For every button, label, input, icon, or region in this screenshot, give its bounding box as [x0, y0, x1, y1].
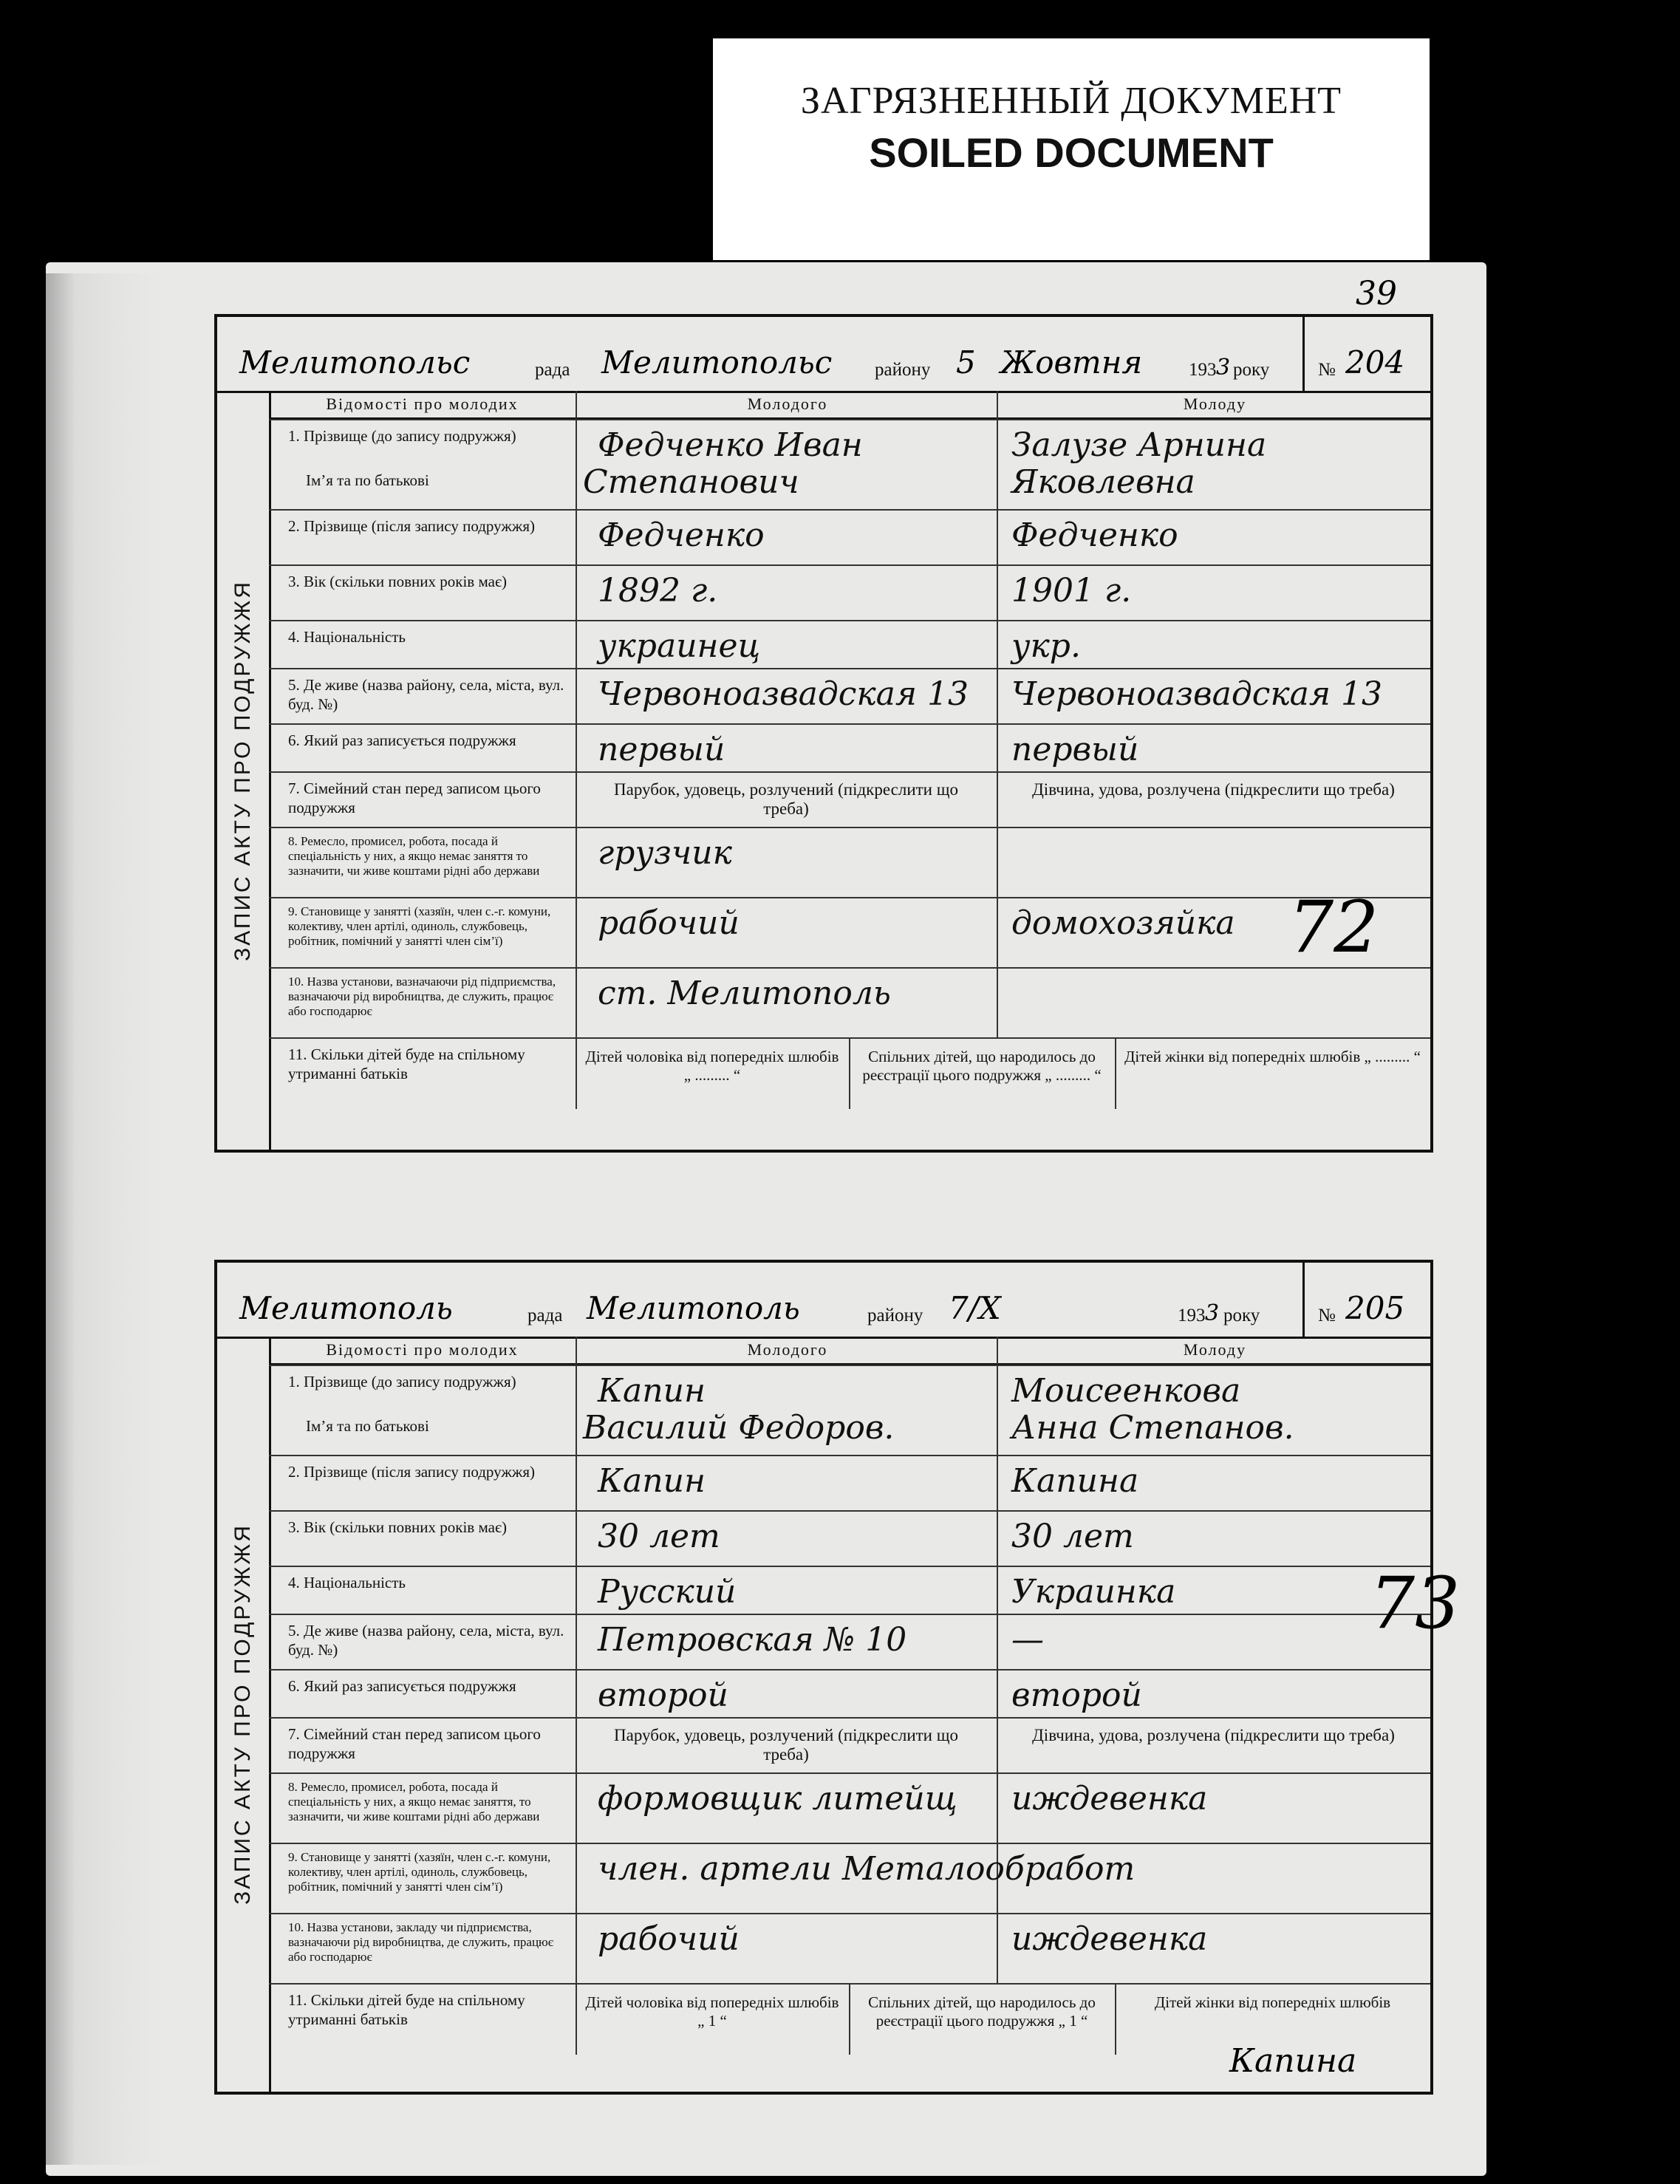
record-header	[217, 1263, 1430, 1339]
groom-value: Червоноазвадская 13	[598, 675, 969, 713]
row-label: 6. Який раз записується подружжя	[288, 1677, 516, 1695]
column-divider	[997, 511, 998, 566]
column-divider	[576, 1671, 577, 1719]
column-divider	[997, 1567, 998, 1615]
record-row	[269, 564, 1430, 621]
column-divider	[997, 1671, 998, 1719]
side-label-column	[217, 1337, 271, 2092]
bride-value: 30 лет	[1011, 1518, 1134, 1555]
record-row	[269, 967, 1430, 1039]
bride-marital-status: Дівчина, удова, розлучена (підкреслити що треба)	[1032, 780, 1395, 799]
row-label: 4. Національність	[288, 628, 406, 646]
banner-ru: ЗАГРЯЗНЕННЫЙ ДОКУМЕНТ	[800, 80, 1342, 122]
column-divider	[997, 420, 998, 511]
column-divider	[849, 1039, 850, 1109]
record-row	[269, 419, 1430, 511]
year-label: року	[1223, 1306, 1260, 1325]
row-label-secondary: Ім’я та по батькові	[306, 1417, 429, 1435]
column-divider	[576, 1039, 577, 1109]
month: Жовтня	[1000, 344, 1143, 381]
year-prefix: 193	[1189, 360, 1217, 380]
column-divider	[576, 773, 577, 828]
row-label: 6. Який раз записується подружжя	[288, 731, 516, 749]
record-row	[269, 668, 1430, 725]
row-label: 9. Становище у занятті (хазяїн, член с.-г. комуни, колективу, член артілі, одиноль, службовець, робітник, помічний у занятті член сім’ї)	[288, 1850, 551, 1894]
column-divider	[576, 1914, 577, 1985]
column-divider	[576, 1567, 577, 1615]
column-divider	[997, 969, 998, 1039]
record-row	[269, 1843, 1430, 1914]
column-divider	[997, 828, 998, 898]
children-count-cell: Спільних дітей, що народилось до реєстрації цього подружжя „ ......... “	[862, 1048, 1102, 1084]
bride-value: —	[1011, 1621, 1044, 1659]
groom-marital-status: Парубок, удовець, розлучений (підкреслити що треба)	[614, 780, 958, 818]
column-divider	[576, 1774, 577, 1844]
column-divider	[849, 1985, 850, 2055]
record-row	[269, 827, 1430, 898]
groom-value: второй	[598, 1676, 728, 1714]
groom-value: грузчик	[598, 834, 732, 872]
row-label: 11. Скільки дітей буде на спільному утриманні батьків	[288, 1045, 525, 1082]
groom-value: член. артели Металообработ	[598, 1850, 1136, 1888]
groom-value: Капин	[598, 1462, 706, 1500]
record-row	[269, 509, 1430, 566]
column-divider	[576, 1719, 577, 1774]
bride-value: 1901 г.	[1011, 572, 1132, 610]
record-row	[269, 1037, 1430, 1109]
column-divider	[997, 1366, 998, 1456]
bride-value: Федченко	[1011, 516, 1178, 554]
column-divider	[1115, 1039, 1116, 1109]
column-divider	[997, 669, 998, 725]
bride-value: Моисеенкова	[1011, 1372, 1241, 1410]
column-divider	[997, 725, 998, 773]
groom-marital-status: Парубок, удовець, розлучений (підкреслити що треба)	[614, 1726, 958, 1764]
record-header	[217, 317, 1430, 393]
column-header: Молоду	[997, 1337, 1432, 1365]
children-count-cell: Дітей чоловіка від попередніх шлюбів „ 1 “	[585, 1993, 839, 2030]
column-divider	[576, 1512, 577, 1567]
bride-marital-status: Дівчина, удова, розлучена (підкреслити що треба)	[1032, 1726, 1395, 1744]
bride-value-secondary: Яковлевна	[1011, 463, 1195, 501]
bride-value-secondary: Анна Степанов.	[1011, 1409, 1294, 1447]
column-divider	[576, 1366, 577, 1456]
margin-number: 73	[1370, 1562, 1461, 1645]
side-label: ЗАПИС АКТУ ПРО ПОДРУЖЖЯ	[231, 1523, 255, 1905]
record-grid	[269, 1337, 1430, 2092]
column-divider	[997, 621, 998, 669]
bride-value: Залузе Арнина	[1011, 426, 1267, 464]
year-digit: 3	[1216, 355, 1231, 381]
row-label: 10. Назва установи, закладу чи підприємства, вазначаючи рід виробництва, де служить, працює або господарює	[288, 1920, 554, 1964]
row-label: 8. Ремесло, промисел, робота, посада й спеціальність у них, а якщо немає заняття то зазначити, чи живе коштами рідні або держави	[288, 834, 540, 878]
record-row	[269, 1566, 1430, 1615]
column-divider	[997, 898, 998, 969]
groom-value-secondary: Василий Федоров.	[583, 1409, 895, 1447]
column-divider	[576, 511, 577, 566]
column-divider	[576, 420, 577, 511]
bride-value: второй	[1011, 1676, 1142, 1714]
row-label: 1. Прізвище (до запису подружжя)	[288, 427, 516, 445]
column-divider	[997, 1615, 998, 1671]
bride-value: иждевенка	[1011, 1920, 1208, 1958]
row-label: 2. Прізвище (після запису подружжя)	[288, 517, 536, 535]
record-number-cell	[1302, 1263, 1430, 1337]
record-row	[269, 1455, 1430, 1512]
page-spine	[46, 273, 164, 2165]
groom-value: украинец	[598, 627, 761, 665]
rada-name: Мелитополь	[239, 1290, 453, 1326]
bride-value: первый	[1011, 731, 1139, 768]
column-header: Відомості про молодих	[269, 1337, 576, 1365]
day: 7/X	[949, 1290, 1001, 1326]
bride-value: домохозяйка	[1011, 904, 1235, 942]
bride-value: Червоноазвадская 13	[1011, 675, 1383, 713]
column-divider	[1115, 1985, 1116, 2055]
column-divider	[576, 725, 577, 773]
marriage-record-1	[214, 314, 1433, 1153]
record-row	[269, 771, 1430, 828]
rada-label: рада	[535, 360, 570, 380]
row-label: 3. Вік (скільки повних років має)	[288, 573, 507, 590]
row-label: 3. Вік (скільки повних років має)	[288, 1518, 507, 1536]
column-divider	[576, 566, 577, 621]
column-divider	[576, 828, 577, 898]
row-label: 7. Сімейний стан перед записом цього подружжя	[288, 1725, 541, 1762]
children-count-cell: Дітей жінки від попередніх шлюбів	[1154, 1993, 1391, 2011]
margin-number: 72	[1288, 886, 1379, 969]
children-count-cell: Дітей чоловіка від попередніх шлюбів „ ......... “	[585, 1048, 839, 1084]
groom-value: формовщик литейщ	[598, 1780, 957, 1818]
record-row	[269, 1510, 1430, 1567]
record-grid	[269, 391, 1430, 1150]
column-divider	[576, 969, 577, 1039]
record-number: 204	[1345, 344, 1405, 381]
column-divider	[576, 621, 577, 669]
groom-value-secondary: Степанович	[583, 463, 799, 501]
column-divider	[997, 1512, 998, 1567]
side-label: ЗАПИС АКТУ ПРО ПОДРУЖЖЯ	[231, 579, 255, 961]
record-row	[269, 897, 1430, 969]
row-label: 5. Де живе (назва району, села, міста, вул. буд. №)	[288, 1622, 564, 1659]
record-row	[269, 1669, 1430, 1719]
margin-signature: Капина	[1229, 2042, 1357, 2080]
groom-value: Петровская № 10	[598, 1621, 907, 1659]
groom-value: Федченко Иван	[598, 426, 863, 464]
record-row	[269, 1913, 1430, 1985]
groom-value: 30 лет	[598, 1518, 720, 1555]
row-label: 10. Назва установи, вазначаючи рід підприємства, вазначаючи рід виробництва, де служить, працює або господарює	[288, 975, 556, 1018]
column-divider	[576, 1615, 577, 1671]
record-row	[269, 723, 1430, 773]
bride-value: укр.	[1011, 627, 1081, 665]
row-label: 8. Ремесло, промисел, робота, посада й спеціальність у них, а якщо немає заняття, то зазначити, чи живе коштами рідні або держави	[288, 1780, 540, 1823]
marriage-record-2	[214, 1260, 1461, 2095]
rayon-name: Мелитополь	[587, 1290, 800, 1326]
rayon-name: Мелитопольс	[601, 344, 833, 381]
record-row	[269, 620, 1430, 669]
record-number: 205	[1345, 1290, 1405, 1326]
row-label: 2. Прізвище (після запису подружжя)	[288, 1463, 536, 1481]
year-digit: 3	[1205, 1300, 1220, 1326]
column-header: Молодого	[576, 391, 998, 420]
column-header: Відомості про молодих	[269, 391, 576, 420]
page-number: 39	[1356, 275, 1397, 313]
rayon-label: району	[867, 1306, 923, 1325]
groom-value: ст. Мелитополь	[598, 975, 891, 1012]
row-label-secondary: Ім’я та по батькові	[306, 471, 429, 489]
record-row	[269, 1365, 1430, 1456]
rada-name: Мелитопольс	[239, 344, 471, 381]
groom-value: 1892 г.	[598, 572, 718, 610]
soiled-document-banner	[713, 38, 1430, 260]
year-prefix: 193	[1178, 1306, 1206, 1325]
rada-label: рада	[527, 1306, 563, 1325]
children-count-cell: Дітей жінки від попередніх шлюбів „ ......... “	[1124, 1048, 1421, 1065]
groom-value: рабочий	[598, 1920, 740, 1958]
row-label: 7. Сімейний стан перед записом цього подружжя	[288, 779, 541, 816]
groom-value: Капин	[598, 1372, 706, 1410]
column-divider	[997, 773, 998, 828]
column-header: Молоду	[997, 391, 1432, 420]
column-divider	[997, 1774, 998, 1844]
groom-value: Русский	[598, 1573, 737, 1611]
number-label: №	[1318, 360, 1336, 380]
groom-value: Федченко	[598, 516, 765, 554]
bride-value: Капина	[1011, 1462, 1139, 1500]
column-divider	[576, 1456, 577, 1512]
groom-value: рабочий	[598, 904, 740, 942]
column-divider	[576, 1985, 577, 2055]
side-label-column	[217, 391, 271, 1150]
rayon-label: району	[875, 360, 931, 380]
bride-value: Украинка	[1011, 1573, 1176, 1611]
children-count-cell: Спільних дітей, що народилось до реєстрації цього подружжя „ 1 “	[868, 1993, 1096, 2030]
column-divider	[997, 1719, 998, 1774]
column-header: Молодого	[576, 1337, 998, 1365]
number-label: №	[1318, 1306, 1336, 1325]
row-label: 5. Де живе (назва району, села, міста, вул. буд. №)	[288, 676, 564, 713]
column-divider	[997, 1914, 998, 1985]
column-divider	[997, 566, 998, 621]
row-label: 4. Національність	[288, 1574, 406, 1591]
banner-en: SOILED DOCUMENT	[869, 129, 1274, 176]
row-label: 1. Прізвище (до запису подружжя)	[288, 1373, 516, 1390]
column-divider	[997, 1456, 998, 1512]
day: 5	[956, 344, 976, 381]
column-divider	[576, 1844, 577, 1914]
groom-value: первый	[598, 731, 725, 768]
column-divider	[576, 898, 577, 969]
row-label: 9. Становище у занятті (хазяїн, член с.-г. комуни, колективу, член артілі, одиноль, службовець, робітник, помічний у занятті член сім’ї)	[288, 904, 551, 948]
column-divider	[576, 669, 577, 725]
record-row	[269, 1717, 1430, 1774]
record-row	[269, 1614, 1430, 1671]
bride-value: иждевенка	[1011, 1780, 1208, 1818]
year-label: року	[1233, 360, 1270, 380]
record-number-cell	[1302, 317, 1430, 391]
row-label: 11. Скільки дітей буде на спільному утриманні батьків	[288, 1991, 525, 2028]
record-row	[269, 1772, 1430, 1844]
